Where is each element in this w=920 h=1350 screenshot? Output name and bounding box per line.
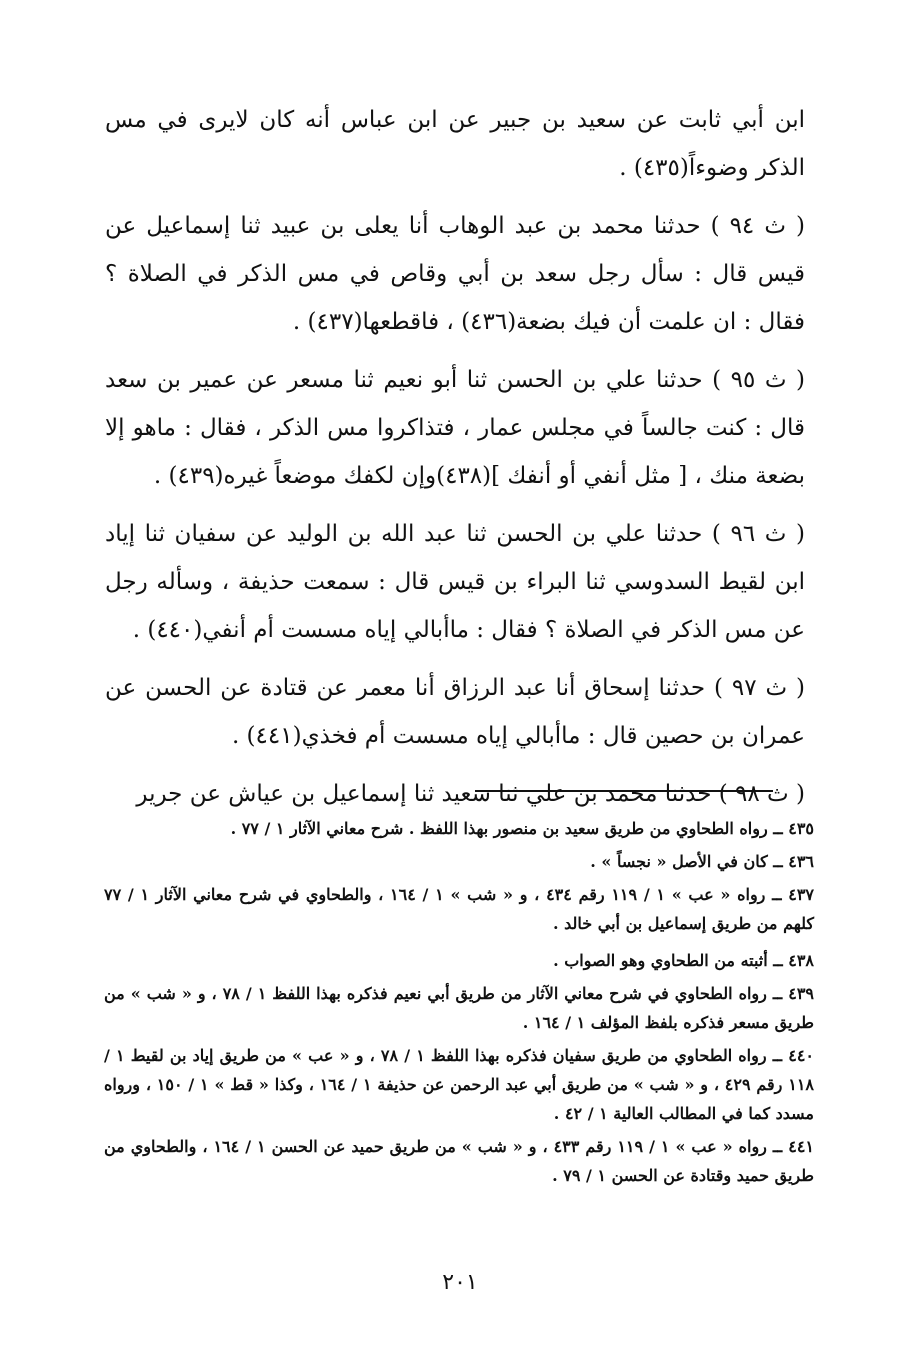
paragraph-hadith-98: ( ث ٩٨ ) حدثنا محمد بن علي ثنا سعيد ثنا إسماعيل بن عياش عن جرير — [136, 781, 805, 807]
footnote-436: ٤٣٦ ــ كان في الأصل « نجساً » . — [590, 852, 814, 871]
footnote-separator — [475, 790, 773, 792]
footnote-440: ٤٤٠ ــ رواه الطحاوي من طريق سفيان فذكره بهذا اللفظ ١ / ٧٨ ، و « عب » من طريق إياد بن لقيط ١ / ١١٨ رقم ٤٢٩ ، و « شب » من طريق أبي عبد الرحمن عن حذيفة ١ / ١٦٤ ، وكذا « قط » ١ / ١٥٠ ، ورواه مسدد كما في المطالب العالية ١ / ٤٢ . — [104, 1046, 815, 1123]
footnote-439: ٤٣٩ ــ رواه الطحاوي في شرح معاني الآثار من طريق أبي نعيم فذكره بهذا اللفظ ١ / ٧٨ ، و « شب » من طريق مسعر فذكره بلفظ المؤلف ١ / ١٦٤ . — [104, 984, 815, 1032]
footnote-435: ٤٣٥ ــ رواه الطحاوي من طريق سعيد بن منصور بهذا اللفظ . شرح معاني الآثار ١ / ٧٧ . — [230, 819, 814, 838]
footnote-438: ٤٣٨ ــ أثبته من الطحاوي وهو الصواب . — [553, 951, 814, 970]
footnotes — [104, 814, 814, 1194]
paragraph-hadith-94: ( ث ٩٤ ) حدثنا محمد بن عبد الوهاب أنا يعلى بن عبيد ثنا إسماعيل عن قيس قال : سأل رجل سعد بن أبي وقاص في مس الذكر في الصلاة ؟ فقال : ان علمت أن فيك بضعة(٤٣٦) ، فاقطعها(٤٣٧) . — [105, 213, 805, 335]
footnote-441: ٤٤١ ــ رواه « عب » ١ / ١١٩ رقم ٤٣٣ ، و « شب » من طريق حميد عن الحسن ١ / ١٦٤ ، والطحاوي من طريق حميد وقتادة عن الحسن ١ / ٧٩ . — [104, 1137, 814, 1185]
page-number: ٢٠١ — [442, 1270, 478, 1295]
paragraph-hadith-96: ( ث ٩٦ ) حدثنا علي بن الحسن ثنا عبد الله بن الوليد عن سفيان ثنا إياد ابن لقيط السدوسي ثنا البراء بن قيس قال : سمعت حذيفة ، وسأله رجل عن مس الذكر في الصلاة ؟ فقال : ماأبالي إياه مسست أم أنفي(٤٤٠) . — [105, 521, 805, 643]
paragraph-1: ابن أبي ثابت عن سعيد بن جبير عن ابن عباس أنه كان لايرى في مس الذكر وضوءاً(٤٣٥) . — [105, 107, 805, 181]
main-text — [105, 96, 805, 828]
paragraph-hadith-97: ( ث ٩٧ ) حدثنا إسحاق أنا عبد الرزاق أنا معمر عن قتادة عن الحسن عن عمران بن حصين قال : ماأبالي إياه مسست أم فخذي(٤٤١) . — [105, 675, 806, 749]
paragraph-hadith-95: ( ث ٩٥ ) حدثنا علي بن الحسن ثنا أبو نعيم ثنا مسعر عن عمير بن سعد قال : كنت جالساً في مجلس عمار ، فتذاكروا مس الذكر ، فقال : ماهو إلا بضعة منك ، [ مثل أنفي أو أنفك ](٤٣٨)وإن لكفك موضعاً غيره(٤٣٩) . — [105, 367, 806, 489]
footnote-437: ٤٣٧ ــ رواه « عب » ١ / ١١٩ رقم ٤٣٤ ، و « شب » ١ / ١٦٤ ، والطحاوي في شرح معاني الآثار ١ / ٧٧ كلهم من طريق إسماعيل بن أبي خالد . — [104, 885, 815, 933]
